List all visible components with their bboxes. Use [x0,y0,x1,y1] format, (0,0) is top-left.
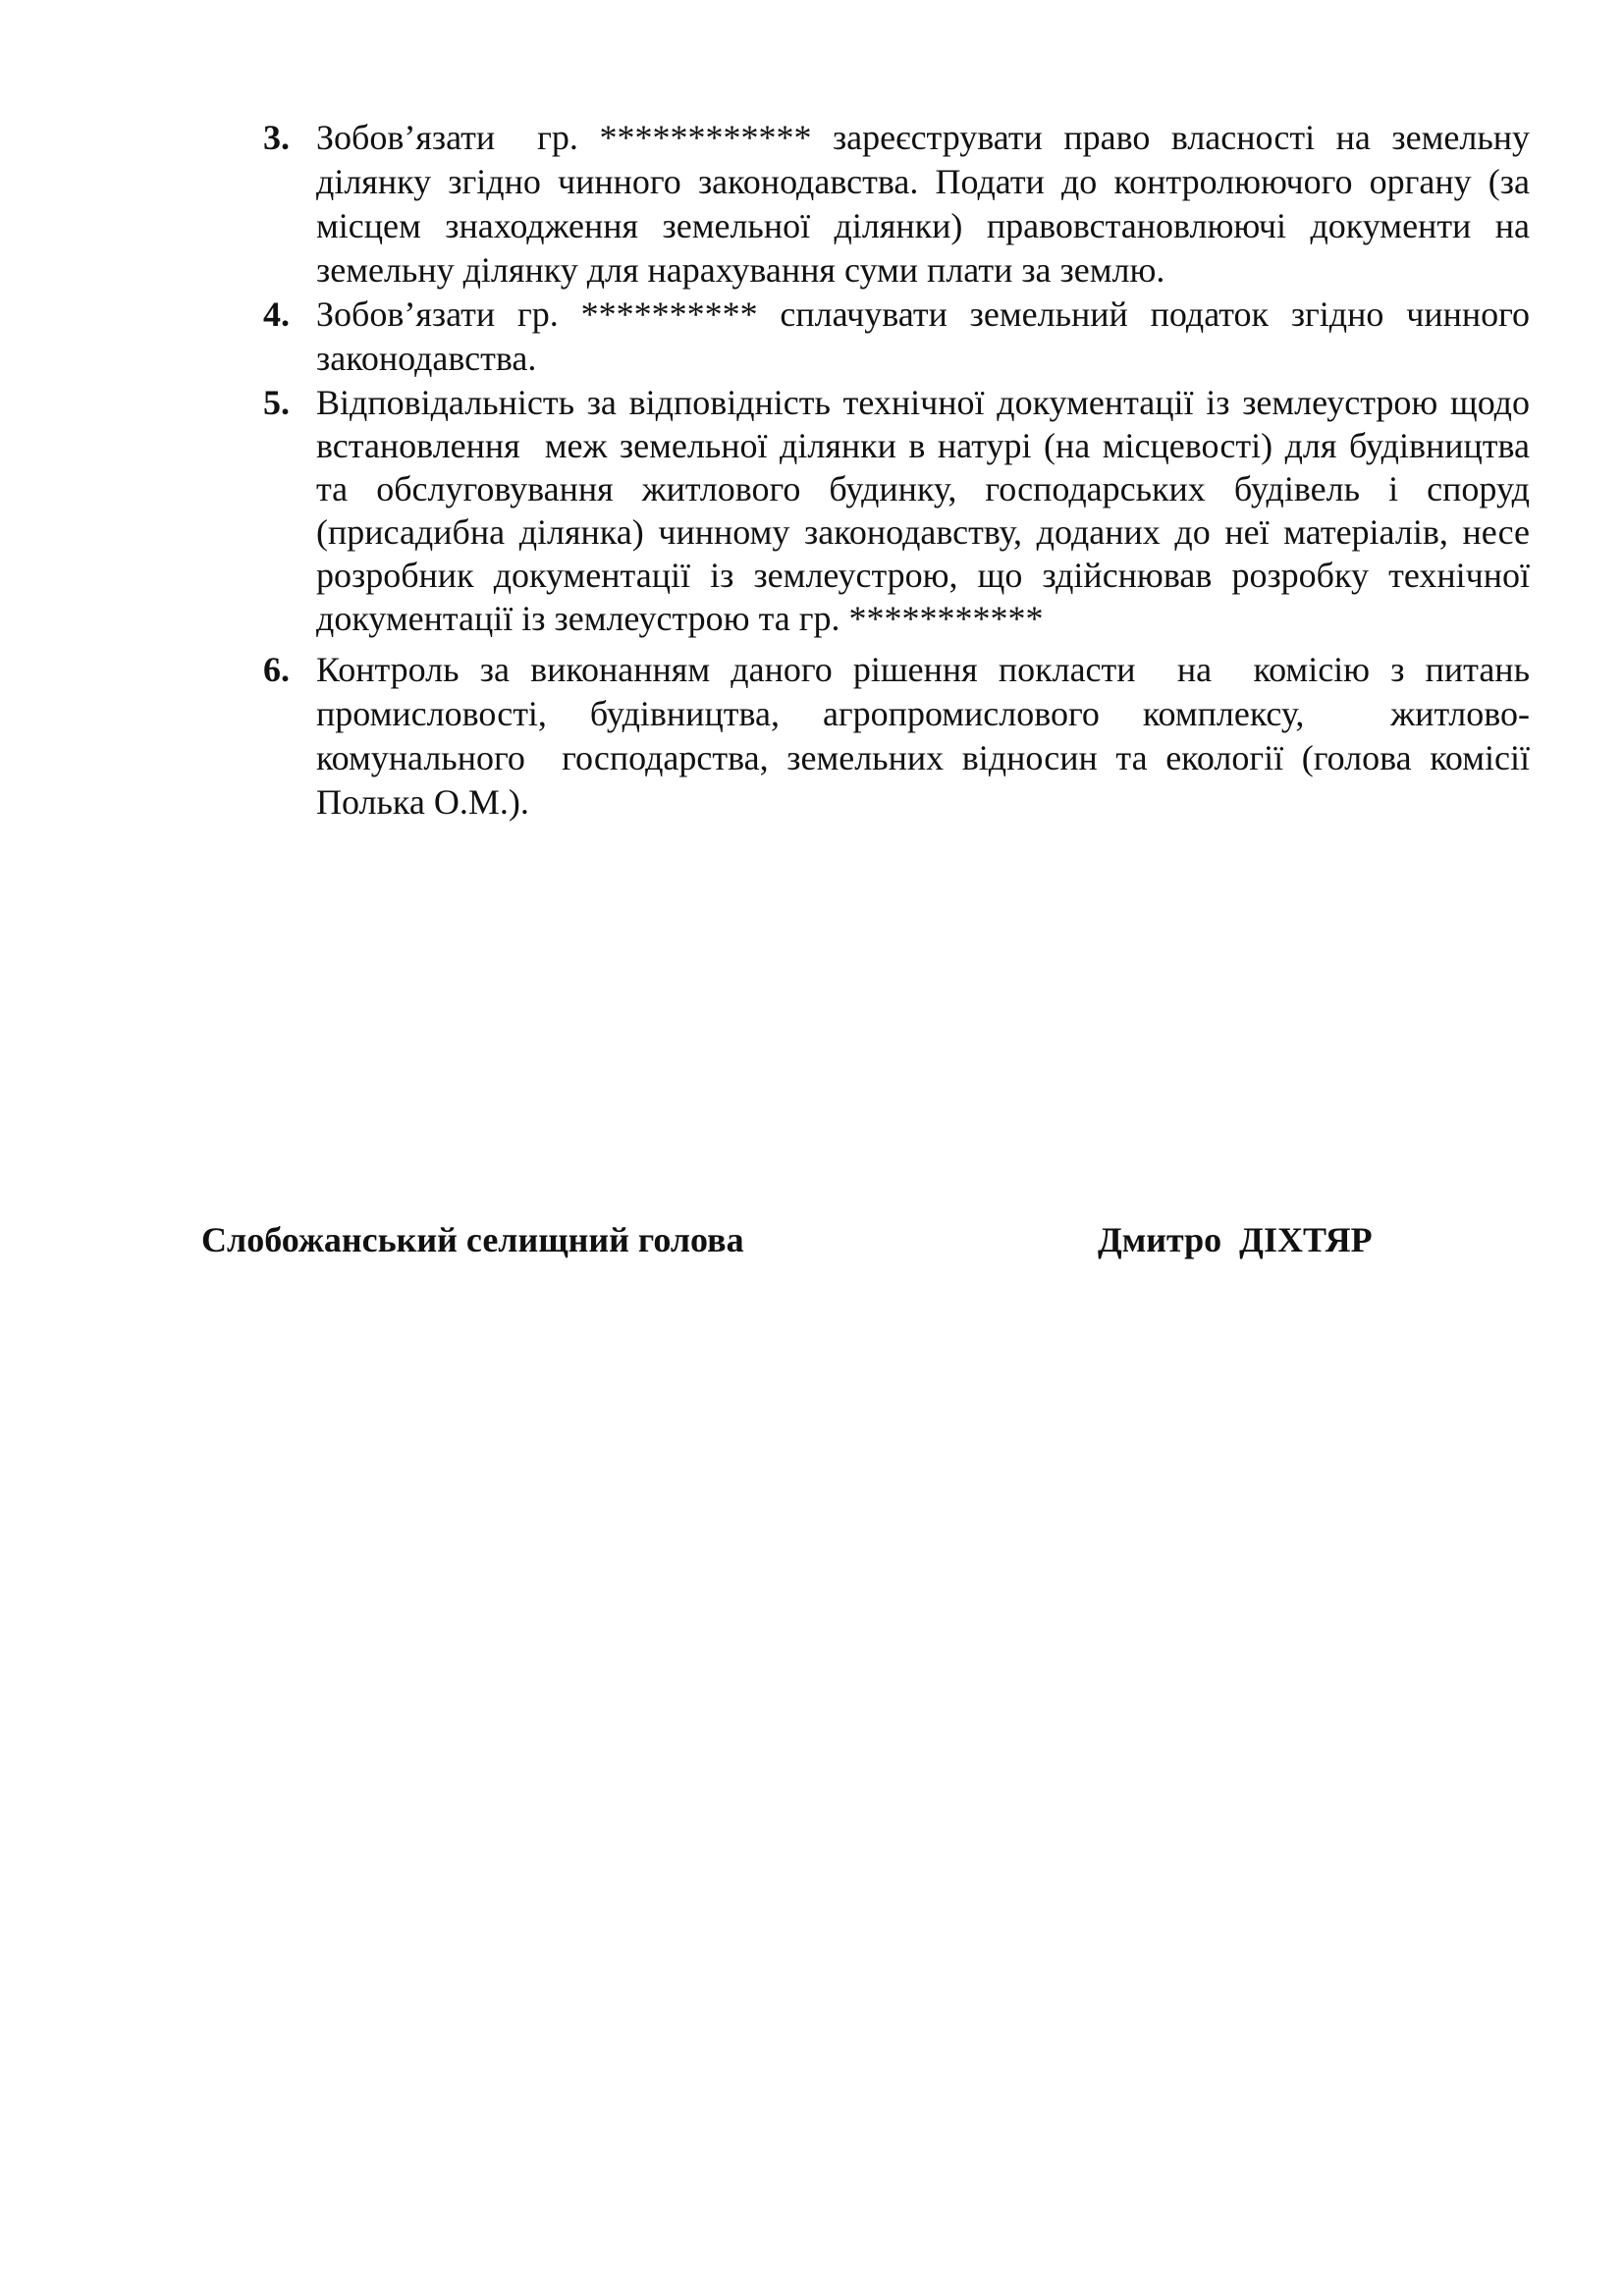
decision-item-6 [263,648,1547,825]
signature-block [201,1215,1429,1274]
decision-item-4 [263,293,1539,381]
item-number: 3. [263,118,290,157]
decision-item-5 [263,381,1539,640]
decision-item-3 [263,116,1539,293]
item-text: Контроль за виконанням даного рішення покласти на комісію з питань промисловості, будівництва, агропромислового комплексу, житлово-комунального господарства, земельних відносин та екології (голова комісії Полька О.М.). [316,650,1547,822]
decision-items-list [263,116,1547,825]
item-number: 6. [263,650,290,689]
item-number: 4. [263,294,290,334]
signatory-position: Слобожанський селищний голова [201,1220,744,1259]
signatory-name: Дмитро ДІХТЯР [1098,1220,1373,1259]
item-text: Зобов’язати гр. ************ зареєструвати право власності на земельну ділянку згідно чинного законодавства. Подати до контролюючого органу (за місцем знаходження земельної ділянки) правовстановлюючі документи на земельну ділянку для нарахування суми плати за землю. [316,118,1539,290]
item-text: Зобов’язати гр. ********** сплачувати земельний податок згідно чинного законодавства. [316,294,1539,378]
item-text: Відповідальність за відповідність технічної документації із землеустрою щодо встановлення меж земельної ділянки в натурі (на місцевості) для будівництва та обслуговування житлового будинку, господарських будівель і споруд (присадибна ділянка) чинному законодавству, доданих до неї матеріалів, несе розробник документації із землеустрою, що здійснював розробку технічної документації із землеустрою та гр. *********** [316,383,1539,638]
item-number: 5. [263,383,290,422]
